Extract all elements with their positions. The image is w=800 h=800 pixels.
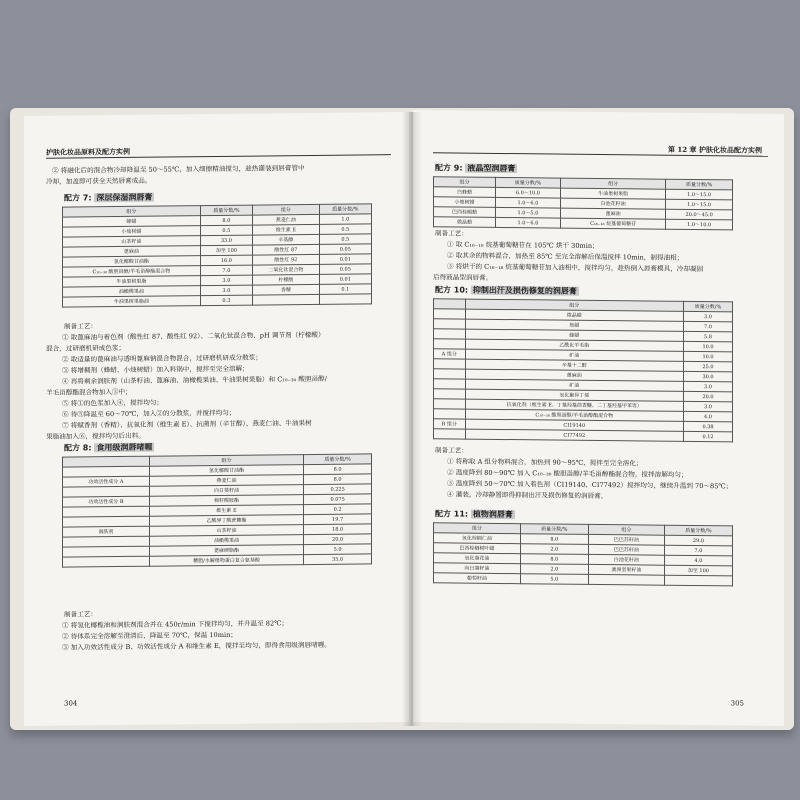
steps-title: 制备工艺：	[435, 229, 468, 238]
table-row	[434, 573, 733, 586]
table-cell: 氢化棕榈仁油	[434, 533, 521, 544]
formula-11-table	[433, 522, 733, 586]
table-cell: 35.0	[304, 554, 372, 565]
table-cell: 功效活性成分 A	[63, 476, 150, 487]
table-cell: 7.0	[684, 321, 733, 332]
table-cell: 微晶蜡	[434, 217, 496, 228]
table-cell: 辛基醇	[253, 234, 320, 245]
formula-label: 配方 9:	[435, 163, 463, 173]
table-cell	[253, 294, 320, 305]
table-header-cell: 质量分数/%	[304, 454, 372, 465]
table-cell: 氢化椰酸甘油酯	[63, 256, 201, 267]
table-cell: 糖脂/水解植物蛋白复合氨基酸	[149, 555, 303, 567]
table-cell: 4.0	[684, 411, 733, 422]
table-cell: 19.7	[304, 514, 372, 525]
table-header-cell	[434, 299, 466, 309]
table-cell: 维生素 E	[149, 505, 303, 517]
table-cell: 向日葵籽油	[149, 485, 303, 497]
table-cell: 加至 100	[200, 245, 252, 256]
formula-8-heading	[64, 442, 154, 454]
table-cell: 氢化葵花油	[434, 553, 521, 564]
table-cell: 蓖麻油	[63, 246, 201, 257]
step-line: 混合，过研磨机研成色浆；	[46, 343, 126, 353]
table-cell: 矿油	[465, 349, 683, 361]
table-cell: 巴西棕榈树叶蜡	[434, 543, 521, 554]
table-header-cell: 组分	[434, 523, 521, 534]
table-cell: 辛基十二醇	[465, 359, 683, 371]
table-cell: 巴巴苏籽油	[588, 544, 664, 555]
table-cell	[63, 556, 150, 567]
table-cell: 3.0	[684, 381, 733, 392]
running-header: 护肤化妆品原料及配方实例	[46, 146, 130, 157]
table-cell: 白蜂蜡	[434, 187, 496, 198]
step-line: ② 取其余的物料混合，加热至 85℃ 至完全溶解后保温搅拌 10min，制得油相；	[447, 251, 684, 262]
formula-title: 抑制出汗及损伤修复的润唇膏	[472, 285, 577, 296]
formula-title: 食用级润唇啫喱	[96, 442, 153, 453]
table-cell	[434, 319, 466, 329]
formula-8-table	[62, 453, 372, 567]
table-cell: 3.0	[200, 275, 252, 286]
table-cell: 1.0～10.0	[666, 219, 733, 230]
table-cell: 润肤剂	[63, 526, 150, 537]
step-line: ④ 灌装，冷却静置即得抑制出汗及损伤修复的润唇膏。	[447, 490, 608, 501]
table-cell: 3.0	[684, 401, 733, 412]
table-cell: 油橄榄果油	[149, 535, 303, 547]
step-line: ① 取 C₁₆₋₁₈ 烷基葡萄糖苷在 105℃ 烘干 30min；	[447, 240, 599, 251]
table-cell: 氢化聚异丁烯	[465, 389, 683, 401]
table-cell: 1.0	[319, 214, 371, 225]
table-cell: 5.0	[520, 574, 588, 585]
formula-10-table	[433, 298, 733, 442]
table-header-cell: 质量分数/%	[664, 525, 732, 536]
table-header-cell: 组分	[588, 524, 664, 535]
table-cell: 5.0	[304, 544, 372, 555]
formula-label: 配方 8:	[64, 443, 92, 453]
table-cell: 白池花籽油	[588, 554, 664, 565]
table-cell	[434, 309, 466, 319]
table-cell: B 组分	[434, 419, 466, 429]
step-line: ⑤ 将①的色浆加入④，搅拌均匀；	[62, 398, 164, 408]
table-cell: 7.0	[200, 265, 252, 276]
steps-title: 制备工艺：	[64, 322, 97, 331]
table-cell: 蓖麻硬脂酯	[149, 545, 303, 557]
table-cell: 蜂蜡	[465, 329, 683, 341]
table-cell: 0.5	[319, 224, 371, 235]
intro-line: ② 将融化后的混合物冷却降温至 50～55℃，加入细擦精油搅匀，趁热灌装到唇膏管中	[52, 164, 305, 175]
table-cell: 蓖麻油	[465, 369, 683, 381]
formula-label: 配方 11:	[435, 509, 469, 519]
table-cell: 33.0	[200, 235, 252, 246]
table-cell: 油橄榄果油	[63, 286, 201, 297]
formula-7-heading	[64, 192, 154, 204]
table-cell: 8.0	[200, 215, 252, 226]
step-line: ② 温度降到 80～90℃ 加入 C₁₀₋₃₀ 酸胆甾醇/羊毛甾醇酯混合物，搅拌溶解均匀；	[447, 468, 688, 479]
step-line: ① 取蓖麻油与着色剂（酸性红 87、酸性红 92）、二氧化钛混合物、pH 调节剂（柠檬酸）	[62, 330, 325, 342]
table-cell	[588, 574, 664, 585]
table-header-cell: 质量分数/%	[495, 177, 560, 188]
formula-title: 植物润唇膏	[472, 509, 513, 520]
table-cell: 葡萄籽油	[434, 573, 521, 584]
table-cell: 维生素 E	[253, 224, 320, 235]
table-cell: C₁₆₋₁₈ 烷基葡萄糖苷	[560, 218, 665, 229]
formula-title: 深层保湿润唇膏	[96, 192, 153, 203]
formula-11-heading	[435, 508, 515, 520]
table-header-cell: 组分	[560, 178, 665, 189]
steps-title: 制备工艺：	[64, 610, 97, 619]
table-cell: 酸性红 92	[253, 254, 320, 265]
table-cell: 抗氧化剂（维生素 E、丁基羟基茴香醚、二丁基羟基甲苯等）	[465, 399, 683, 411]
table-cell: 8.0	[304, 464, 372, 475]
table-cell: 氢化椰酸甘油酯	[149, 465, 303, 477]
table-cell: 8.0	[520, 534, 588, 545]
step-line: ③ 将增稠剂（蜂蜡、小烛树蜡）加入料锅中，搅拌至完全溶解；	[62, 364, 249, 375]
table-cell: 18.0	[304, 524, 372, 535]
page-number: 305	[730, 699, 744, 708]
table-cell: 牛油果树果脂	[560, 188, 665, 199]
right-page	[413, 110, 784, 726]
table-cell	[434, 359, 466, 369]
table-cell	[434, 399, 466, 409]
left-page	[24, 112, 409, 726]
table-cell: 1.0～15.0	[666, 189, 733, 200]
table-cell: 7.0	[664, 545, 732, 556]
table-cell: 燕麦仁油	[253, 214, 320, 225]
table-cell: 0.225	[304, 484, 372, 495]
table-cell: 澳洲坚果籽油	[588, 564, 664, 575]
table-header-cell: 组分	[253, 204, 320, 215]
table-cell: 2.0	[520, 544, 588, 555]
table-cell: 20.0	[684, 391, 733, 402]
step-line: ⑦ 将赋香剂（香精）、抗氧化剂（维生素 E）、抗菌剂（辛甘醇）、燕麦仁油、牛油果树	[62, 419, 312, 430]
table-cell: 焦蜡	[465, 319, 683, 331]
table-cell: 巴西棕榈蜡	[434, 207, 496, 218]
table-cell: 0.075	[304, 494, 372, 505]
table-cell	[664, 575, 732, 586]
table-cell: 燕麦仁油	[149, 475, 303, 487]
step-line: ② 待体系完全溶解至澄清后，降温至 70℃，保温 10min；	[62, 630, 237, 641]
table-header-cell: 质量分数/%	[200, 205, 252, 216]
table-cell: 棉籽酸胺酯	[149, 495, 303, 507]
formula-label: 配方 10:	[435, 285, 469, 295]
table-cell: C₁₀₋₃₀ 酸胆甾醇/羊毛甾醇酯混合物	[63, 266, 201, 277]
table-header-cell: 组分	[149, 455, 303, 467]
table-cell: 30.0	[684, 371, 733, 382]
table-cell: 4.0	[664, 555, 732, 566]
table-cell: 20.0	[304, 534, 372, 545]
table-cell: 0.1	[319, 284, 371, 295]
table-cell: 二氧化钛混合物	[253, 264, 320, 275]
table-header-cell: 质量分数/%	[319, 204, 371, 215]
table-cell: 10.0	[684, 351, 733, 362]
table-cell: 向日葵籽油	[434, 563, 521, 574]
table-cell: 0.5	[319, 234, 371, 245]
table-cell: 1.0～6.0	[495, 217, 560, 228]
step-line: 后得液晶型润唇膏。	[433, 273, 493, 282]
table-cell: 牛油果树果脂油	[63, 296, 201, 307]
table-cell: 1.0～15.0	[666, 199, 733, 210]
table-cell: 乙酰异丁酸蔗糖酯	[149, 515, 303, 527]
step-line: ⑥ 待⑤降温至 60～70℃，加入②的分散浆，并搅拌均匀；	[62, 408, 236, 419]
formula-9-table	[433, 176, 733, 230]
table-cell: 16.0	[200, 255, 252, 266]
running-header: 第 12 章 护肤化妆品配方实例	[667, 144, 762, 155]
table-header-cell: 质量分数/%	[666, 179, 733, 190]
table-cell: 0.05	[319, 264, 371, 275]
formula-label: 配方 7:	[64, 193, 92, 203]
table-cell: C₁₀₋₃₀ 酸胆甾醇/羊毛甾醇酯混合物	[465, 409, 683, 421]
table-cell: 10.0	[684, 341, 733, 352]
table-cell: 0.2	[304, 504, 372, 515]
table-cell: 蓖麻油	[560, 208, 665, 219]
formula-9-heading	[435, 162, 517, 174]
table-cell: 柠檬酸	[253, 274, 320, 285]
steps-title: 制备工艺：	[435, 446, 468, 455]
step-line: ① 将称取 A 组分物料混合，加热到 90～95℃，搅拌至完全溶化；	[447, 457, 643, 468]
table-cell: 25.0	[684, 361, 733, 372]
table-cell: 山茶籽油	[63, 236, 201, 247]
table-cell: 蜂蜡	[63, 216, 201, 227]
table-header-cell: 组分	[465, 299, 683, 311]
table-cell: 矿油	[465, 379, 683, 391]
table-cell: 20.0～45.0	[666, 209, 733, 220]
table-cell: 3.0	[200, 285, 252, 296]
table-cell: 山茶籽油	[149, 525, 303, 537]
table-cell	[434, 329, 466, 339]
table-cell: 8.0	[520, 554, 588, 565]
open-book	[10, 102, 794, 732]
table-cell	[434, 429, 466, 439]
formula-7-table	[62, 203, 372, 307]
step-line: 羊毛甾醇酯混合物加入③中；	[46, 387, 132, 397]
table-cell: 牛油果树果脂	[63, 276, 201, 287]
step-line: ③ 加入功效活性成分 B、功效活性成分 A 和维生素 E，搅拌至均匀，即得食用级润唇啫喱。	[62, 640, 331, 652]
table-cell: 2.0	[520, 564, 588, 575]
table-cell	[434, 379, 466, 389]
step-line: 果脂油加入⑥，搅拌均匀后出料。	[46, 431, 145, 441]
table-cell	[434, 339, 466, 349]
table-cell	[434, 409, 466, 419]
table-cell: 微晶蜡	[465, 309, 683, 321]
table-cell: 小烛树蜡	[434, 197, 496, 208]
table-cell: 0.3	[200, 295, 252, 306]
table-cell: 1.0～5.0	[495, 207, 560, 218]
step-line: ② 取适量的蓖麻油与透明蓖麻钠混合物混合，过研磨机研成分散浆；	[62, 353, 262, 364]
table-cell: 6.0～10.0	[495, 187, 560, 198]
table-cell: 白池花籽油	[560, 198, 665, 209]
formula-10-heading	[435, 284, 579, 297]
step-line: ④ 再将剩余润肤剂（山茶籽油、蓖麻油、油橄榄果油、牛油果树果脂）和 C₁₀₋₃₀ 酸胆甾醇/	[62, 374, 327, 386]
table-cell: 加至 100	[664, 565, 732, 576]
table-row	[434, 429, 733, 442]
table-cell	[434, 369, 466, 379]
table-cell: CI77492	[465, 429, 683, 441]
table-cell: 巴巴苏籽油	[588, 534, 664, 545]
table-cell: 酸性红 87	[253, 244, 320, 255]
table-header-cell: 质量分数/%	[684, 301, 733, 312]
table-row	[434, 217, 733, 230]
table-cell: 功效活性成分 B	[63, 496, 150, 507]
step-line: ③ 温度降到 50～70℃ 加入着色剂（CI19140、CI77492）搅拌均匀，继续升温到 70～85℃；	[447, 479, 733, 491]
table-cell: 8.0	[304, 474, 372, 485]
table-header-cell: 组分	[63, 206, 201, 217]
table-cell: 0.01	[319, 254, 371, 265]
table-row	[63, 554, 372, 567]
formula-title: 液晶型润唇膏	[467, 163, 516, 174]
table-cell	[319, 294, 371, 305]
table-cell: 0.5	[200, 225, 252, 236]
table-cell: 0.12	[684, 431, 733, 442]
table-cell: 0.38	[684, 421, 733, 432]
table-header-cell: 组分	[434, 177, 496, 188]
table-cell: 小烛树蜡	[63, 226, 201, 237]
table-cell: 0.01	[319, 274, 371, 285]
step-line: ③ 将烘干的 C₁₆₋₁₈ 烷基葡萄糖苷加入油相中，搅拌均匀，趁热倒入唇膏模具，冷却凝固	[447, 262, 704, 274]
page-number: 304	[64, 699, 78, 708]
table-cell: 乙酰化羊毛脂	[465, 339, 683, 351]
table-cell: CI19140	[465, 419, 683, 431]
table-header-cell: 质量分数/%	[520, 524, 588, 535]
table-cell: 0.05	[319, 244, 371, 255]
table-cell	[434, 389, 466, 399]
table-cell: A 组分	[434, 349, 466, 359]
step-line: ① 将氢化椰榄油和润肤剂混合并在 450r/min 下搅拌均匀，并升温至 82℃；	[62, 619, 289, 630]
table-cell: 香精	[253, 284, 320, 295]
intro-line: 冷却，加盖即可获全天然唇膏成品。	[46, 176, 152, 186]
table-cell: 29.0	[664, 535, 732, 546]
table-row	[63, 294, 372, 307]
table-cell: 1.0～6.0	[495, 197, 560, 208]
table-cell: 5.8	[684, 331, 733, 342]
table-cell: 3.0	[684, 311, 733, 322]
